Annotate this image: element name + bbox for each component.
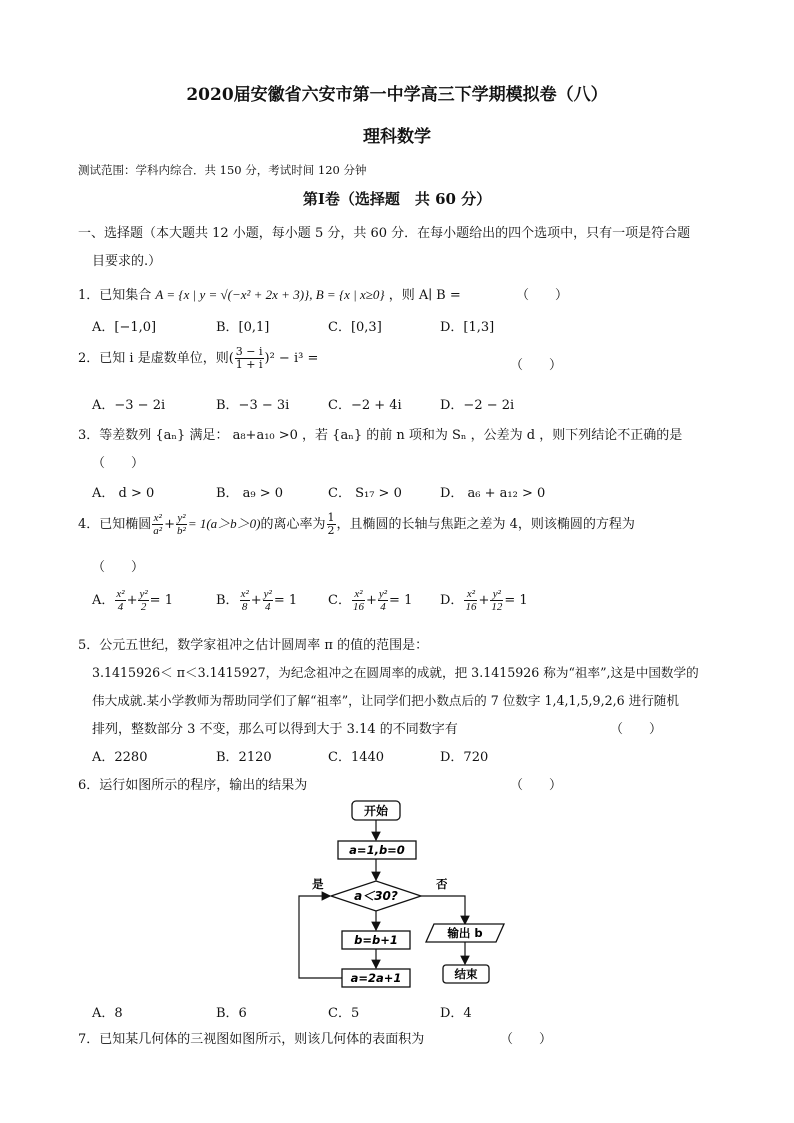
q4-option-b: B． $\frac{\text{x²}}{8}$ + $\frac{\text{y²}}{4}$ = 1 (216, 588, 298, 613)
section-intro-1: 一、选择题（本大题共 12 小题，每小题 5 分，共 60 分．在每小题给出的四个选项中，只有一项是符合题 (78, 226, 691, 241)
q3-answer-paren: （ ） (92, 456, 145, 471)
q7-answer-paren: （ ） (500, 1032, 553, 1047)
q1-option-d: D．[1,3] (440, 320, 495, 335)
flowchart (290, 796, 520, 996)
question-4: 4．已知椭圆 $\frac{\text{x²}}{\text{a²}}$ + $\frac{\text{y²}}{\text{b²}}$ = 1(a＞b＞0)的离心率为 $\frac{1}{2}$ ，且椭圆的长轴与焦距之差为 4，则该椭圆的方程为 (78, 511, 635, 537)
q6-option-a: A．8 (92, 1006, 123, 1021)
q4-answer-paren: （ ） (92, 560, 145, 575)
q1-option-a: A．[−1,0] (92, 320, 157, 335)
q5-option-a: A．2280 (92, 750, 148, 765)
q3-option-b: B． a₉ > 0 (216, 486, 284, 501)
part-heading: 第Ⅰ卷（选择题 共 60 分） (302, 190, 492, 208)
page-title: 2020届安徽省六安市第一中学高三下学期模拟卷（八） (186, 85, 608, 105)
flow-end-text: 结束 (454, 967, 478, 981)
q4-eccentricity: $\frac{1}{2}$ (327, 511, 335, 537)
q3-option-a: A． d > 0 (92, 486, 155, 501)
q2-fraction: $\frac{3 - i}{1 + i}$ (235, 345, 263, 371)
question-6: 6．运行如图所示的程序，输出的结果为 (78, 778, 308, 793)
q6-option-d: D．4 (440, 1006, 472, 1021)
q3-option-d: D． a₆ + a₁₂ > 0 (440, 486, 546, 501)
q1-answer-paren: （ ） (516, 288, 569, 303)
flow-step1-text: b=b+1 (354, 933, 398, 947)
q2-option-b: B．−3 − 3i (216, 398, 290, 413)
q4-tail: ，且椭圆的长轴与焦距之差为 4，则该椭圆的方程为 (336, 517, 635, 532)
q4-option-c: C． $\frac{\text{x²}}{16}$ + $\frac{\text{y²}}{4}$ = 1 (328, 588, 413, 613)
q1-tail: ，则 A∣ B = (388, 288, 461, 303)
flow-no-label: 否 (436, 877, 448, 891)
question-5-line-1: 5．公元五世纪，数学家祖冲之估计圆周率 π 的值的范围是： (78, 638, 429, 653)
q1-number: 1．已知集合 (78, 288, 152, 303)
q2-option-c: C．−2 + 4i (328, 398, 402, 413)
q1-option-b: B．[0,1] (216, 320, 270, 335)
q1-option-c: C．[0,3] (328, 320, 382, 335)
q6-answer-paren: （ ） (510, 778, 563, 793)
q5-option-b: B．2120 (216, 750, 272, 765)
q1-expression: A = {x | y = √(−x² + 2x + 3)}, B = {x | x≥0} (155, 287, 385, 302)
q2-option-d: D．−2 − 2i (440, 398, 515, 413)
question-5-line-4: 排列，整数部分 3 不变，那么可以得到大于 3.14 的不同数字有 (92, 722, 458, 737)
question-7: 7．已知某几何体的三视图如图所示，则该几何体的表面积为 (78, 1032, 425, 1047)
question-5-line-2: 3.1415926＜ π＜3.1415927，为纪念祖冲之在圆周率的成就，把 3.1415926 称为“祖率”,这是中国数学的 (92, 665, 699, 680)
flow-output-text: 输出 b (447, 926, 483, 940)
flow-condition-text: a＜30? (354, 889, 398, 903)
q4-eq-frac-x: $\frac{\text{x²}}{\text{a²}}$ (153, 512, 163, 537)
question-1 (78, 284, 461, 303)
section-intro-2: 目要求的.） (92, 254, 162, 269)
flow-yes-label: 是 (312, 877, 324, 891)
q5-answer-paren: （ ） (610, 722, 663, 737)
q4-option-a: A． $\frac{\text{x²}}{4}$ + $\frac{\text{y²}}{2}$ = 1 (92, 588, 173, 613)
question-2 (78, 346, 318, 371)
q5-option-c: C．1440 (328, 750, 385, 765)
page-subtitle: 理科数学 (363, 127, 431, 147)
q6-option-c: C．5 (328, 1006, 360, 1021)
q4-option-d: D． $\frac{\text{x²}}{16}$ + $\frac{\text{y²}}{12}$ = 1 (440, 588, 528, 613)
flow-start-text: 开始 (363, 804, 389, 818)
q2-option-a: A．−3 − 2i (92, 398, 166, 413)
q2-number: 2．已知 i 是虚数单位，则( (78, 351, 234, 366)
q4-eq-frac-y: $\frac{\text{y²}}{\text{b²}}$ (177, 512, 186, 537)
q4-eq-tail: = 1(a＞b＞0) (187, 516, 261, 531)
q6-option-b: B．6 (216, 1006, 247, 1021)
q3-option-c: C． S₁₇ > 0 (328, 486, 402, 501)
q4-mid: 的离心率为 (260, 517, 326, 532)
q5-option-d: D．720 (440, 750, 489, 765)
flow-init-text: a=1,b=0 (349, 843, 405, 857)
question-3: 3．等差数列 {aₙ} 满足： a₈+a₁₀ >0 ，若 {aₙ} 的前 n 项和为 Sₙ ，公差为 d ，则下列结论不正确的是 (78, 428, 683, 443)
q2-answer-paren: （ ） (510, 358, 563, 373)
test-scope: 测试范围：学科内综合．共 150 分，考试时间 120 分钟 (78, 163, 367, 177)
q2-tail: )² − i³ = (264, 351, 319, 366)
flow-step2-text: a=2a+1 (350, 971, 402, 985)
q4-number: 4．已知椭圆 (78, 517, 152, 532)
question-5-line-3: 伟大成就.某小学教师为帮助同学们了解“祖率”，让同学们把小数点后的 7 位数字 1,4,1,5,9,2,6 进行随机 (92, 693, 679, 708)
